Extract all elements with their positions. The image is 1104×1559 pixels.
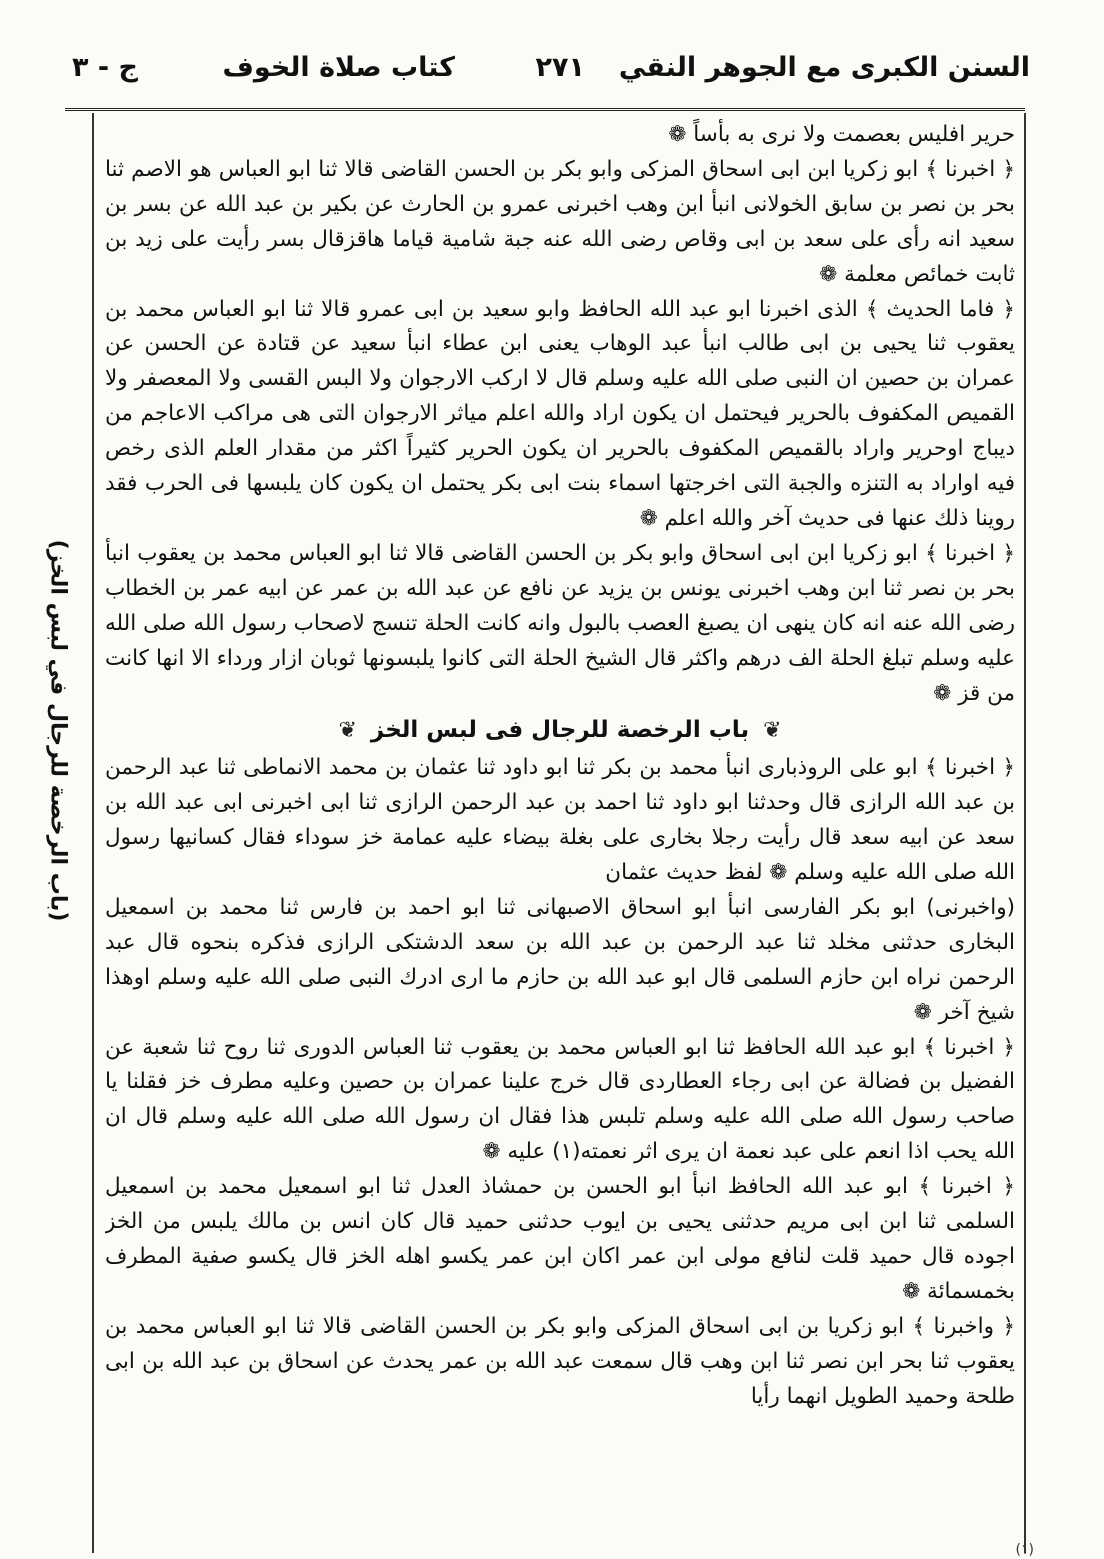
chapter-heading	[105, 713, 1015, 749]
ornament-icon: ❦	[338, 718, 357, 744]
volume-label: ج - ٣	[72, 52, 138, 83]
paragraph: ﴿ فاما الحديث ﴾ الذى اخبرنا ابو عبد الله الحافظ وابو سعيد بن ابى عمرو قالا ثنا ابو العباس محمد بن يعقوب ثنا يحيى بن ابى طالب انبأ عبد الوهاب يعنى ابن عطاء انبأ سعيد عن قتادة عن الحسن عن عمران بن حصين ان النبى صلى الله عليه وسلم قال لا اركب الارجوان ولا البس القسى ولا المعصفر ولا القميص المكفوف بالحرير فيحتمل ان يكون اراد والله اعلم مياثر الارجوان التى هى مراكب الاعاجم من ديباج اوحرير واراد بالقميص المكفوف بالحرير ان يكون الحرير كثيراً اكثر من مقدار العلم الذى رخص فيه اواراد به التنزه والجبة التى اخرجتها اسماء بنت ابى بكر يحتمل ان يكون كان يلبسها فى الحرب فقد روينا ذلك عنها فى حديث آخر والله اعلم ❁	[105, 296, 1015, 531]
paragraph: ﴿ اخبرنا ﴾ ابو زكريا ابن ابى اسحاق وابو بكر بن الحسن القاضى قالا ثنا ابو العباس محمد بن يعقوب انبأ بحر بن نصر ثنا ابن وهب اخبرنى يونس بن يزيد عن نافع عن عبد الله بن عمر عن ابيه عمر بن الخطاب رضى الله عنه انه كان ينهى ان يصبغ العصب بالبول وانه كانت الحلة تنسج لاصحاب رسول الله صلى الله عليه وسلم تبلغ الحلة الف درهم واكثر قال الشيخ الحلة التى كانوا يلبسونها ثوبان ازار ورداء الا انها كانت من قز ❁	[105, 540, 1015, 706]
paragraph: حرير افليس بعصمت ولا نرى به بأساً ❁	[668, 122, 1015, 147]
page-header	[60, 42, 1030, 102]
margin-note-text: (باب الرخصة للرجال في لبس الخز)	[45, 539, 71, 921]
footnote-fragment: (١)	[1015, 1542, 1034, 1558]
chapter-heading-text: باب الرخصة للرجال فى لبس الخز	[370, 717, 750, 744]
paragraph: ﴿ اخبرنا ﴾ ابو زكريا ابن ابى اسحاق المزكى وابو بكر بن الحسن القاضى قالا ثنا ابو العباس هو الاصم ثنا بحر بن نصر بن سابق الخولانى انبأ ابن وهب اخبرنى عمرو بن الحارث عن بكير بن عبد الله عن بسر بن سعيد انه رأى على سعد بن ابى وقاص رضى الله عنه جبة شامية قياما هاقزقال بسر رأيت على زيد بن ثابت خمائص معلمة ❁	[105, 156, 1015, 287]
margin-note	[38, 520, 78, 940]
paragraph: ﴿ واخبرنا ﴾ ابو زكريا بن ابى اسحاق المزكى وابو بكر بن الحسن القاضى قالا ثنا ابو العباس محمد بن يعقوب ثنا بحر ابن نصر ثنا ابن وهب قال سمعت عبد الله بن عمر يحدث عن اسحاق بن عبد الله بن ابى طلحة وحميد الطويل انهما رأيا	[105, 1313, 1015, 1409]
paragraph: ﴿ اخبرنا ﴾ ابو عبد الله الحافظ انبأ ابو الحسن بن حمشاذ العدل ثنا ابو اسمعيل محمد بن اسمعيل السلمى ثنا ابن ابى مريم حدثنى يحيى بن ايوب حدثنى حميد قال كان انس بن مالك يلبس من الخز اجوده قال حميد قلت لنافع مولى ابن عمر اكان ابن عمر يكسو اهله الخز قال يكسو صفية المطرف بخمسمائة ❁	[105, 1174, 1015, 1304]
book-title: السنن الكبرى مع الجوهر النقي	[618, 52, 1030, 83]
ornament-icon: ❦	[763, 718, 782, 744]
paragraph: ﴿ اخبرنا ﴾ ابو على الروذبارى انبأ محمد بن بكر ثنا ابو داود ثنا عثمان بن محمد الانماطى ثنا عبد الرحمن بن عبد الله الرازى قال وحدثنا ابو داود ثنا احمد بن عبد الرحمن الرازى ثنا ابى اخبرنى ابى عبد الله بن سعد عن ابيه سعد قال رأيت رجلا بخارى على بغلة بيضاء عليه عمامة خز سوداء فقال كسانيها رسول الله صلى الله عليه وسلم ❁ لفظ حديث عثمان	[105, 755, 1015, 886]
chapter-title: كتاب صلاة الخوف	[222, 52, 455, 83]
paragraph: ﴿ اخبرنا ﴾ ابو عبد الله الحافظ ثنا ابو العباس محمد بن يعقوب ثنا العباس الدورى ثنا روح ثنا شعبة عن الفضيل بن فضالة عن ابى رجاء العطاردى قال خرج علينا عمران بن حصين وعليه مطرف خز فقلنا يا صاحب رسول الله صلى الله عليه وسلم تلبس هذا فقال ان رسول الله صلى الله عليه وسلم قال ان الله يحب اذا انعم على عبد نعمة ان يرى اثر نعمته(١) عليه ❁	[105, 1034, 1015, 1165]
paragraph: (واخبرنى) ابو بكر الفارسى انبأ ابو اسحاق الاصبهانى ثنا ابو احمد بن فارس ثنا محمد بن اسمعيل البخارى حدثنى مخلد ثنا عبد الرحمن بن عبد الله بن سعد الدشتكى الرازى فذكره بنحوه قال عبد الرحمن نراه ابن حازم السلمى قال ابو عبد الله بن حازم ما ارى ادرك النبى صلى الله عليه وسلم اوهذا شيخ آخر ❁	[105, 894, 1015, 1025]
main-text	[105, 118, 1015, 1550]
page-number: ٢٧١	[535, 52, 585, 83]
header-divider	[65, 108, 1025, 111]
